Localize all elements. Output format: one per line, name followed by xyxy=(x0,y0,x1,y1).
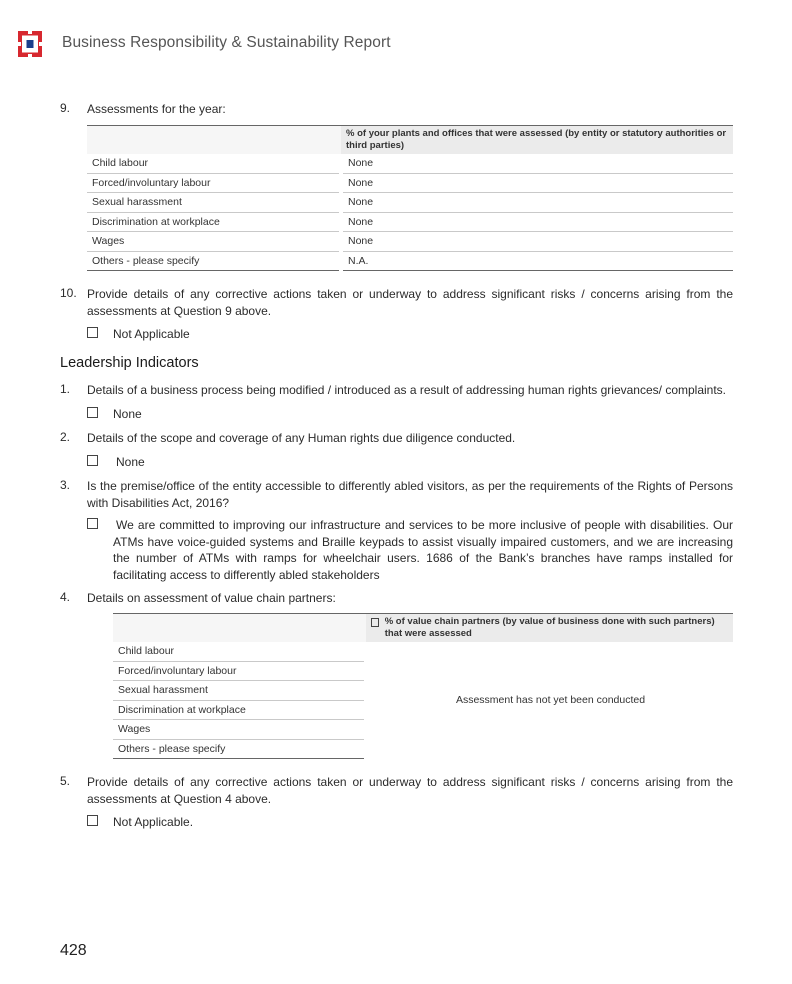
l5-text: Provide details of any corrective actions taken or underway to address significant risks / concerns arising from the assessments at Question 4 above. xyxy=(87,775,733,806)
checkbox-icon xyxy=(371,618,379,627)
assessments-table xyxy=(87,125,733,271)
q10-number: 10. xyxy=(60,286,77,300)
l1-number: 1. xyxy=(60,382,71,396)
assessment-status: Assessment has not yet been conducted xyxy=(366,642,733,759)
l5-number: 5. xyxy=(60,774,71,788)
table-row xyxy=(87,173,733,193)
assessments-header-percent: % of your plants and offices that were assessed (by entity or statutory authorities or third parties) xyxy=(341,126,733,155)
value-chain-header-percent xyxy=(366,614,733,643)
l1-text: Details of a business process being modified / introduced as a result of addressing human rights grievances/ complaints. xyxy=(87,383,727,397)
q10-answer xyxy=(87,326,487,343)
bank-logo xyxy=(18,31,42,57)
checkbox-icon xyxy=(87,518,98,529)
l3-number: 3. xyxy=(60,478,71,492)
row-value: None xyxy=(341,173,733,193)
assessments-header-blank xyxy=(87,126,341,155)
checkbox-icon xyxy=(87,815,98,826)
row-value: None xyxy=(341,232,733,252)
row-label: Discrimination at workplace xyxy=(113,700,366,720)
l4-number: 4. xyxy=(60,590,71,604)
table-row xyxy=(113,642,733,661)
row-label: Sexual harassment xyxy=(113,681,366,701)
q10-text: Provide details of any corrective actions taken or underway to address significant risks / concerns arising from the assessments at Question 9 above. xyxy=(87,287,733,318)
l5-answer xyxy=(87,814,387,831)
checkbox-icon xyxy=(87,327,98,338)
l5-answer-text: Not Applicable. xyxy=(113,815,194,829)
row-label: Child labour xyxy=(87,154,341,173)
value-chain-table xyxy=(113,613,733,759)
report-title: Business Responsibility & Sustainability Report xyxy=(62,34,391,51)
q10-answer-text: Not Applicable xyxy=(113,327,190,341)
table-row xyxy=(87,232,733,252)
table-row xyxy=(87,212,733,232)
row-label: Sexual harassment xyxy=(87,193,341,213)
row-value: None xyxy=(341,154,733,173)
row-value: None xyxy=(341,193,733,213)
l4-text: Details on assessment of value chain partners: xyxy=(87,591,336,605)
row-label: Wages xyxy=(113,720,366,740)
l3-answer xyxy=(87,517,733,583)
table-row xyxy=(87,154,733,173)
table-row xyxy=(87,251,733,271)
l1-answer xyxy=(87,406,387,423)
l2-answer xyxy=(87,454,387,471)
row-label: Wages xyxy=(87,232,341,252)
l2-number: 2. xyxy=(60,430,71,444)
value-chain-header-blank xyxy=(113,614,366,643)
row-label: Forced/involuntary labour xyxy=(87,173,341,193)
checkbox-icon xyxy=(87,455,98,466)
l1-answer-text: None xyxy=(113,407,142,421)
value-chain-header-text: % of value chain partners (by value of business done with such partners) that were assessed xyxy=(384,616,715,639)
row-label: Child labour xyxy=(113,642,366,661)
table-row xyxy=(87,193,733,213)
l3-answer-text: We are committed to improving our infrastructure and services to be more inclusive of people with disabilities. Our ATMs have voice-guided systems and Braille keypads to assist visually impaired customers, and we are increasing the number of ATMs with ramps for wheelchair users. 1686 of the Bank’s branches have ramps installed for facilitating access to differently abled stakeholders xyxy=(113,518,733,582)
l2-text: Details of the scope and coverage of any Human rights due diligence conducted. xyxy=(87,431,516,445)
checkbox-icon xyxy=(87,407,98,418)
q9-number: 9. xyxy=(60,101,71,115)
row-value: N.A. xyxy=(341,251,733,271)
l2-answer-text: None xyxy=(116,455,145,469)
row-label: Others - please specify xyxy=(113,739,366,759)
row-value: None xyxy=(341,212,733,232)
leadership-heading: Leadership Indicators xyxy=(60,355,199,371)
row-label: Discrimination at workplace xyxy=(87,212,341,232)
row-label: Others - please specify xyxy=(87,251,341,271)
page-number: 428 xyxy=(60,942,87,959)
q9-text: Assessments for the year: xyxy=(87,102,226,116)
l3-text: Is the premise/office of the entity accessible to differently abled visitors, as per the requirements of the Rights of Persons with Disabilities Act, 2016? xyxy=(87,479,733,510)
row-label: Forced/involuntary labour xyxy=(113,661,366,681)
